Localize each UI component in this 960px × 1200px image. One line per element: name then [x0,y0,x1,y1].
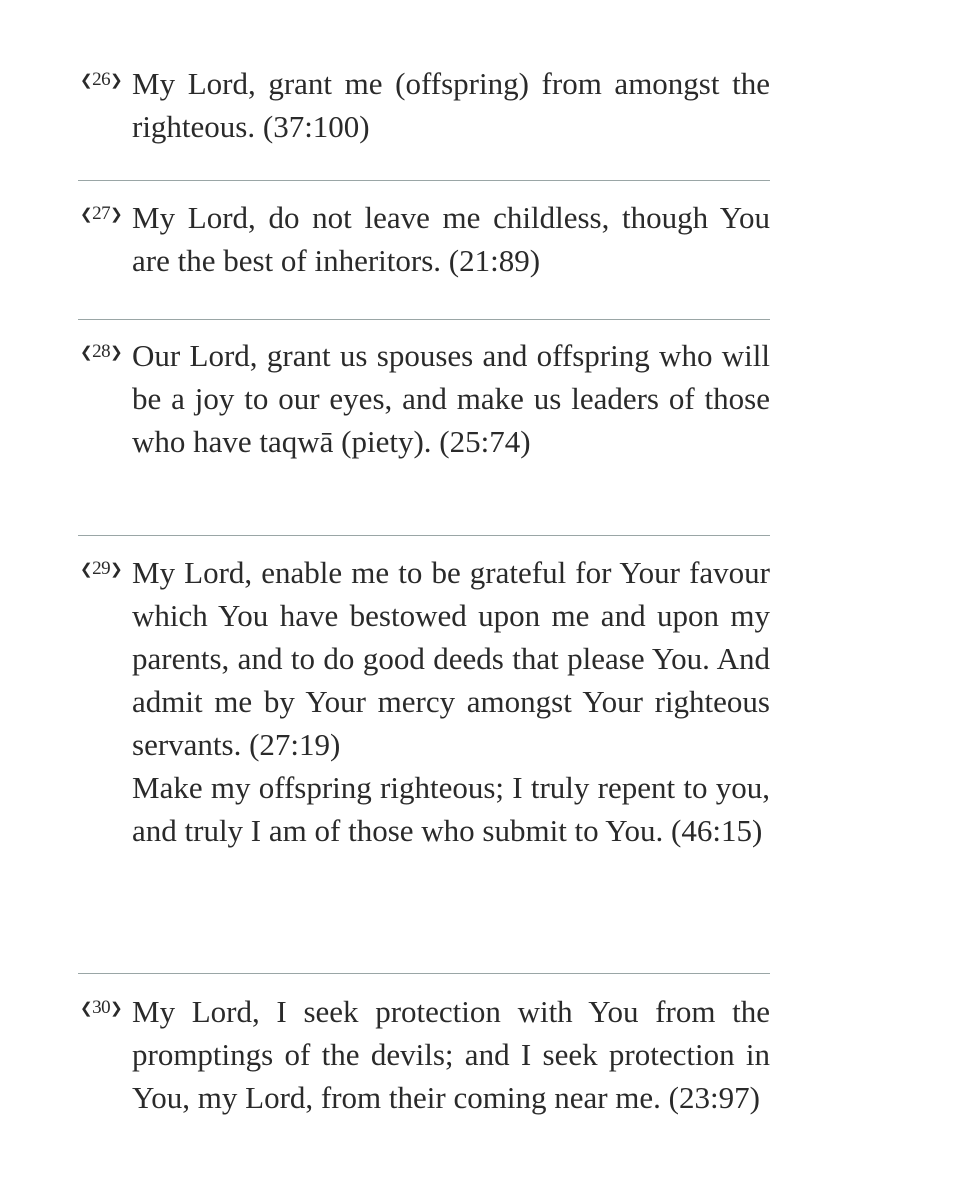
divider [78,180,770,181]
supplication-entry-27 [80,196,770,282]
divider [78,973,770,974]
divider [78,535,770,536]
entry-text-27 [132,196,770,282]
entry-paragraph: My Lord, grant me (offspring) from amongst the righteous. (37:100) [132,66,770,144]
entry-paragraph: My Lord, I seek protection with You from the promptings of the devils; and I seek protection in You, my Lord, from their coming near me. (23:97) [132,994,770,1115]
entry-paragraph: Make my offspring righteous; I truly repent to you, and truly I am of those who submit to You. (46:15) [132,770,770,848]
entry-number-30: ❮30❯ [80,997,123,1018]
supplication-entry-26 [80,62,770,148]
entry-number-26: ❮26❯ [80,69,123,90]
supplication-entry-28 [80,334,770,463]
entry-text-30 [132,990,770,1119]
entry-text-28 [132,334,770,463]
entry-text-29 [132,551,770,852]
divider [78,319,770,320]
entry-paragraph: My Lord, enable me to be grateful for Your favour which You have bestowed upon me and upon my parents, and to do good deeds that please You. And admit me by Your mercy amongst Your righteous servants. (27:19) [132,555,770,762]
entry-number-29: ❮29❯ [80,558,123,579]
supplication-entry-29 [80,551,770,852]
entry-paragraph: Our Lord, grant us spouses and offspring who will be a joy to our eyes, and make us leaders of those who have taqwā (piety). (25:74) [132,338,770,459]
entry-text-26 [132,62,770,148]
supplication-entry-30 [80,990,770,1119]
entry-number-27: ❮27❯ [80,203,123,224]
entry-paragraph: My Lord, do not leave me childless, though You are the best of inheritors. (21:89) [132,200,770,278]
entry-number-28: ❮28❯ [80,341,123,362]
